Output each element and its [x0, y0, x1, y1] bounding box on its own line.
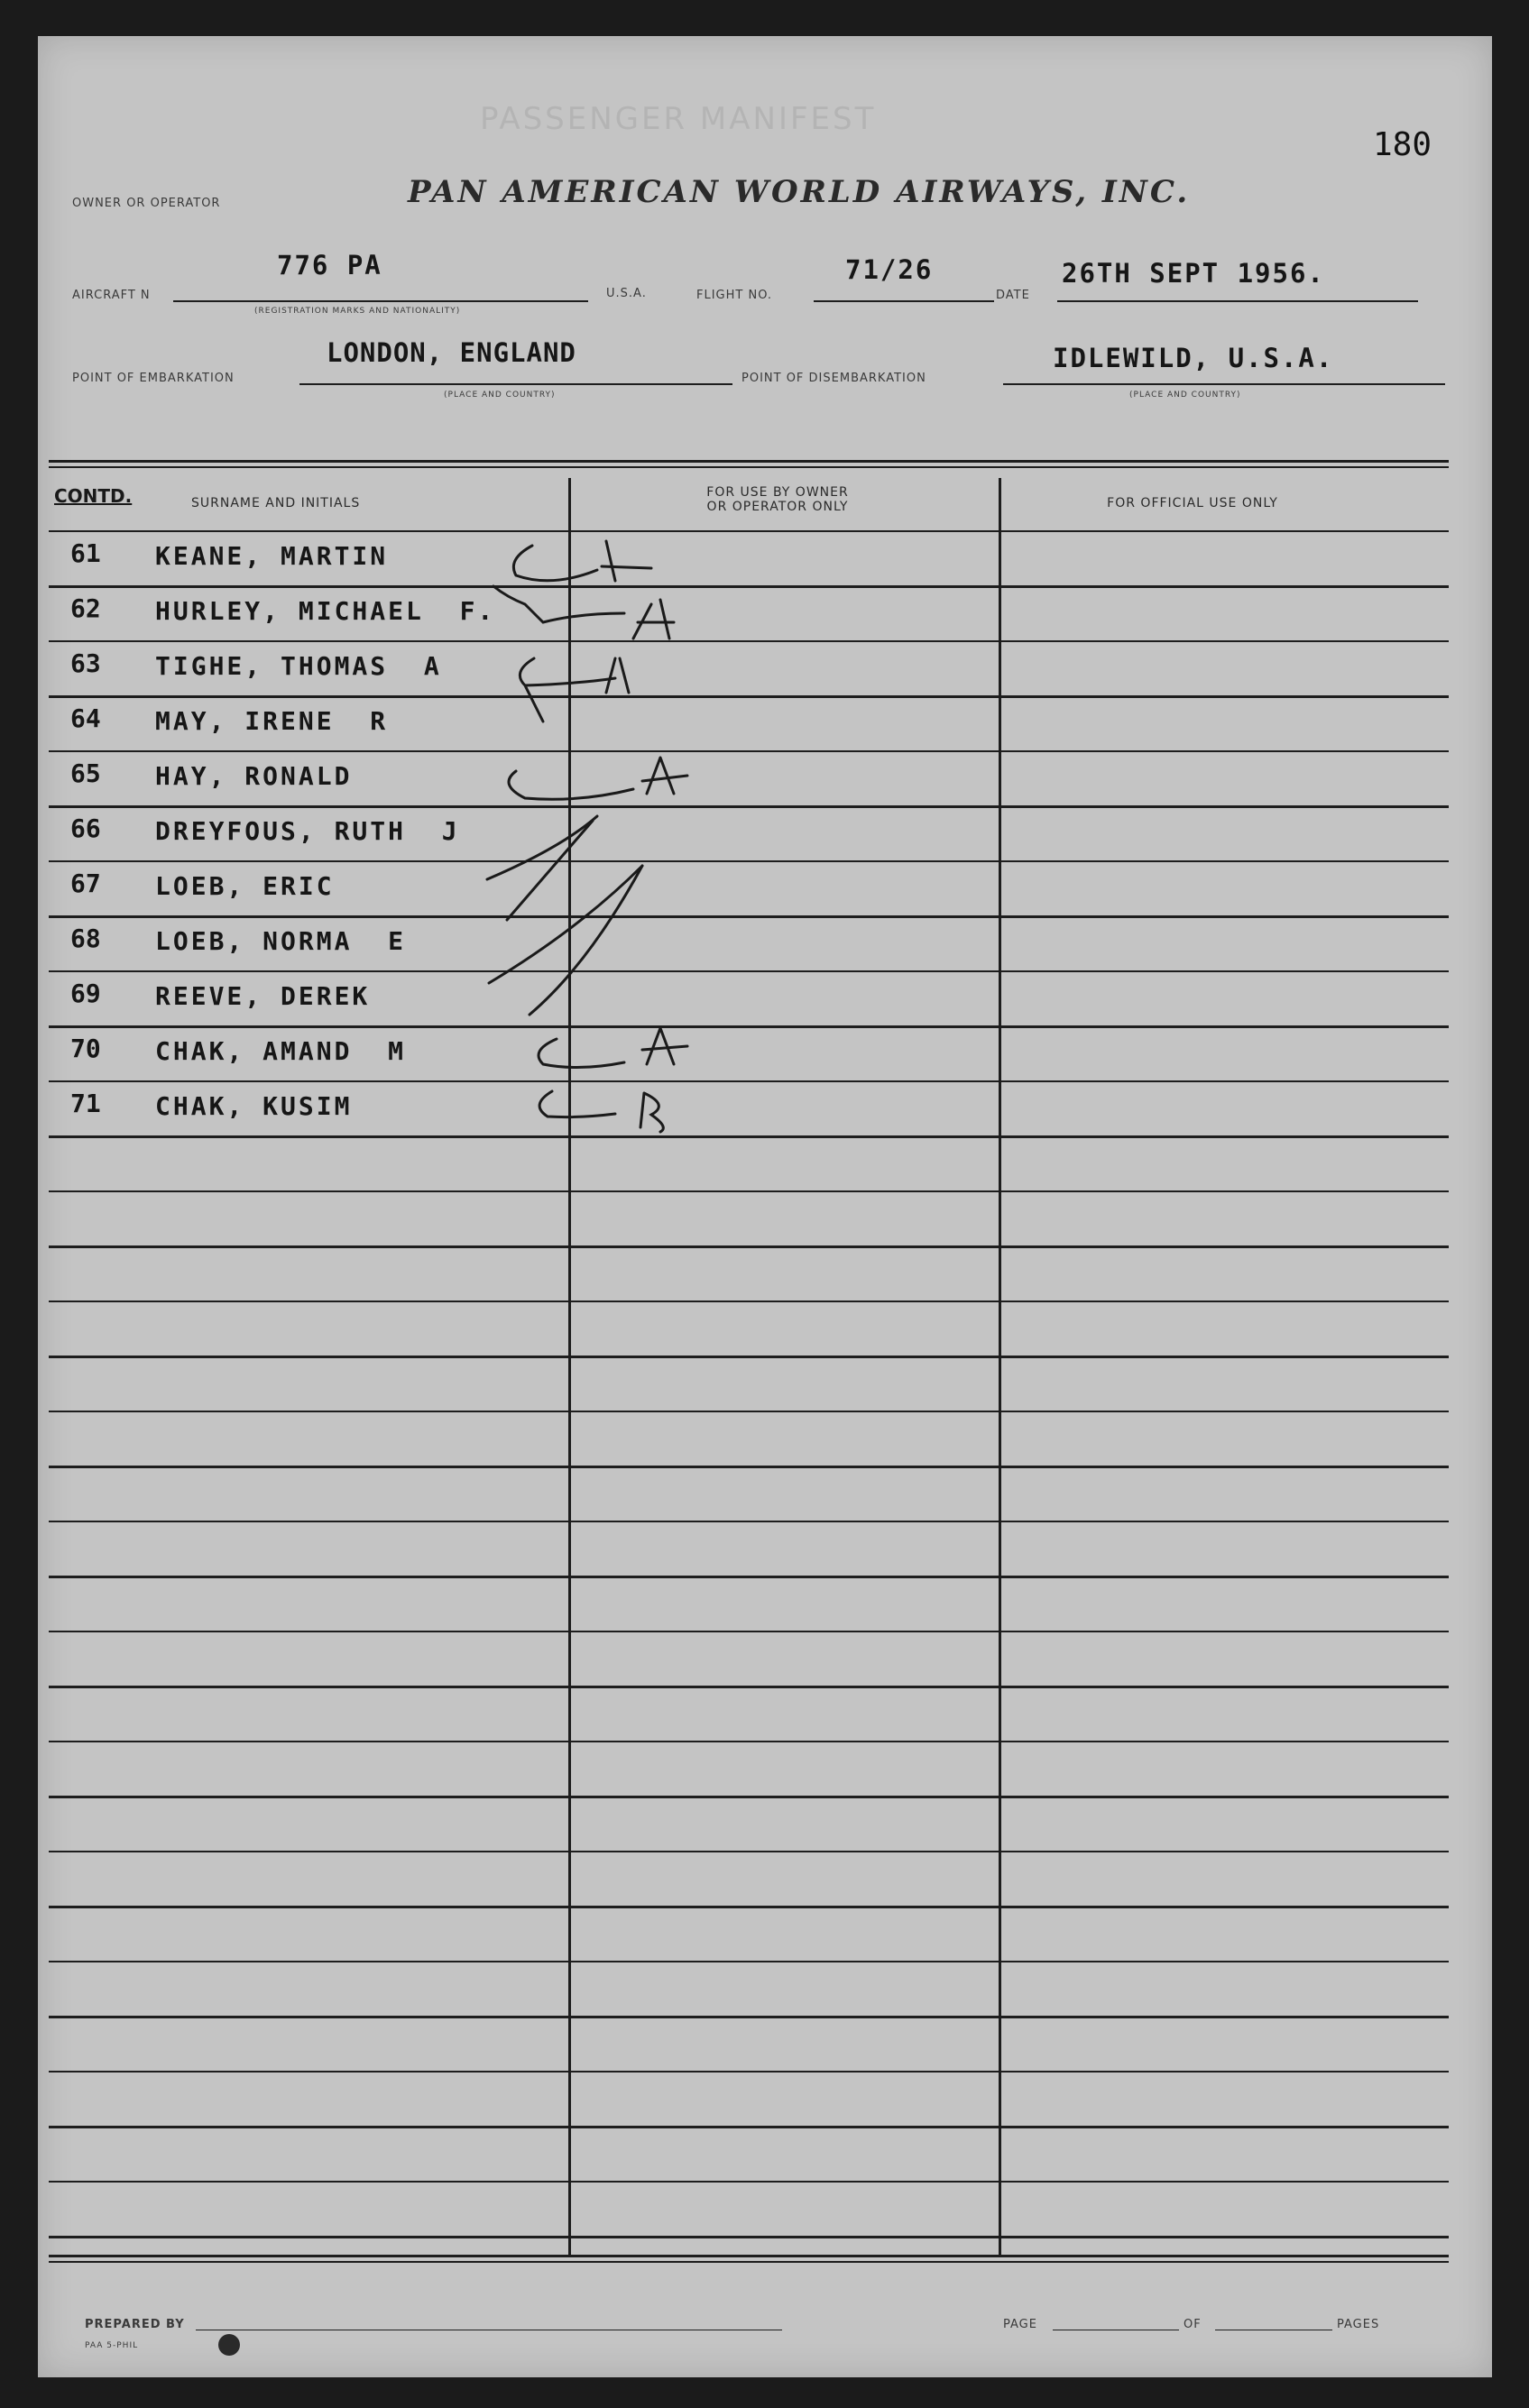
- owner-use-header-line1: FOR USE BY OWNER: [706, 485, 849, 500]
- passenger-name: KEANE, MARTIN: [155, 541, 389, 571]
- union-label-icon: [218, 2334, 240, 2356]
- row-number: 62: [70, 593, 101, 623]
- row-number: 63: [70, 648, 101, 678]
- faint-form-title: PASSENGER MANIFEST: [480, 101, 877, 137]
- of-label: OF: [1184, 2318, 1202, 2331]
- date-value: 26TH SEPT 1956.: [1062, 258, 1325, 289]
- page-number: 180: [1373, 126, 1432, 163]
- passenger-name: CHAK, KUSIM: [155, 1091, 353, 1121]
- passenger-name: CHAK, AMAND M: [155, 1036, 407, 1066]
- row-number: 70: [70, 1034, 101, 1063]
- manifest-sheet: [38, 36, 1492, 2377]
- embark-sublabel: (PLACE AND COUNTRY): [444, 391, 556, 400]
- row-number: 65: [70, 758, 101, 788]
- date-label: DATE: [996, 289, 1030, 302]
- disembark-value: IDLEWILD, U.S.A.: [1053, 343, 1334, 373]
- disembark-sublabel: (PLACE AND COUNTRY): [1129, 391, 1241, 400]
- row-number: 64: [70, 703, 101, 733]
- owner-use-header-line2: OR OPERATOR ONLY: [706, 500, 849, 514]
- flight-value: 71/26: [845, 254, 934, 285]
- aircraft-label: AIRCRAFT N: [72, 289, 151, 302]
- row-number: 67: [70, 869, 101, 898]
- embark-value: LONDON, ENGLAND: [327, 337, 576, 368]
- passenger-name: TIGHE, THOMAS A: [155, 651, 442, 681]
- surname-header: SURNAME AND INITIALS: [191, 496, 361, 510]
- aircraft-sublabel: (REGISTRATION MARKS AND NATIONALITY): [254, 307, 461, 316]
- aircraft-value: 776 PA: [277, 250, 382, 280]
- embark-label: POINT OF EMBARKATION: [72, 372, 235, 385]
- operator-name: PAN AMERICAN WORLD AIRWAYS, INC.: [408, 174, 1191, 210]
- passenger-name: HAY, RONALD: [155, 761, 353, 791]
- handwritten-checkmarks: [38, 36, 1492, 2377]
- row-number: 71: [70, 1089, 101, 1118]
- prepared-by-label: PREPARED BY: [85, 2318, 185, 2331]
- passenger-name: DREYFOUS, RUTH J: [155, 816, 460, 846]
- official-use-header: FOR OFFICIAL USE ONLY: [1107, 496, 1278, 510]
- row-number: 61: [70, 538, 101, 568]
- passenger-name: LOEB, NORMA E: [155, 926, 407, 956]
- nationality: U.S.A.: [606, 287, 647, 300]
- owner-label: OWNER OR OPERATOR: [72, 197, 221, 210]
- passenger-name: MAY, IRENE R: [155, 706, 389, 736]
- passenger-name: LOEB, ERIC: [155, 871, 335, 901]
- row-number: 66: [70, 813, 101, 843]
- disembark-label: POINT OF DISEMBARKATION: [741, 372, 926, 385]
- pages-label: PAGES: [1337, 2318, 1380, 2331]
- contd-label: CONTD.: [54, 485, 133, 507]
- row-number: 69: [70, 979, 101, 1008]
- form-code: PAA 5-PHIL: [85, 2341, 139, 2350]
- passenger-name: HURLEY, MICHAEL F.: [155, 596, 496, 626]
- flight-label: FLIGHT NO.: [696, 289, 773, 302]
- row-number: 68: [70, 924, 101, 953]
- passenger-name: REEVE, DEREK: [155, 981, 371, 1011]
- page-label: PAGE: [1003, 2318, 1037, 2331]
